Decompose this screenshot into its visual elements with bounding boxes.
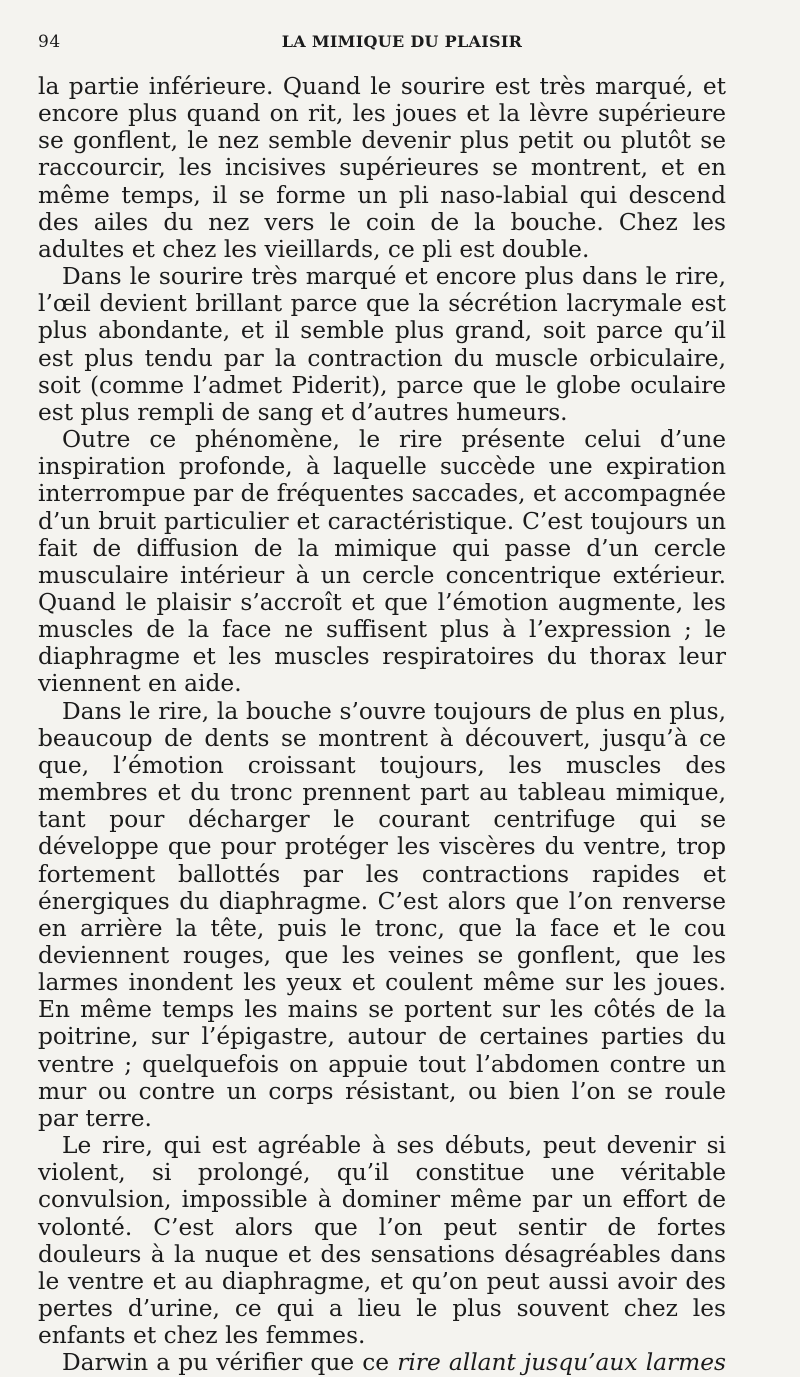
paragraph-4: Dans le rire, la bouche s’ouvre toujours de plus en plus, beaucoup de dents se montrent à découvert, jusqu’à ce que, l’émotion croissant toujours, les muscles des membres et du tronc prennent part au tableau mimique, tant pour décharger le courant centrifuge qui se développe que pour protéger les viscères du ventre, trop fortement ballottés par les contractions rapides et énergiques du diaphragme. C’est alors que l’on renverse en arrière la tête, puis le tronc, que la face et le cou deviennent rouges, que les veines se gonflent, que les larmes inondent les yeux et coulent même sur les joues. En même temps les mains se portent sur les côtés de la poitrine, sur l’épigastre, autour de certaines parties du ventre ; quelquefois on appuie tout l’abdomen contre un mur ou contre un corps résistant, ou bien l’on se roule par terre. [38, 697, 726, 1132]
paragraph-6 [38, 1349, 726, 1376]
body-text [38, 73, 726, 1377]
paragraph-6-text: Darwin a pu vérifier que ce [62, 1349, 390, 1377]
paragraph-2: Dans le sourire très marqué et encore plus dans le rire, l’œil devient brillant parce que la sécrétion lacrymale est plus abondante, et il semble plus grand, soit parce qu’il est plus tendu par la contraction du muscle orbiculaire, soit (comme l’admet Piderit), parce que le globe oculaire est plus rempli de sang et d’autres humeurs. [38, 263, 726, 426]
paragraph-1: la partie inférieure. Quand le sourire est très marqué, et encore plus quand on rit, les joues et la lèvre supérieure se gonflent, le nez semble devenir plus petit ou plutôt se raccourcir, les incisives supérieures se montrent, et en même temps, il se forme un pli naso-labial qui descend des ailes du nez vers le coin de la bouche. Chez les adultes et chez les vieillards, ce pli est double. [38, 73, 726, 263]
paragraph-6-italic: rire allant jusqu’aux larmes [397, 1349, 727, 1377]
book-page [38, 32, 726, 1377]
running-title: LA MIMIQUE DU PLAISIR [281, 32, 523, 51]
paragraph-3: Outre ce phénomène, le rire présente celui d’une inspiration profonde, à laquelle succède une expiration interrompue par de fréquentes saccades, et accompagnée d’un bruit particulier et caractéristique. C’est toujours un fait de diffusion de la mimique qui passe d’un cercle musculaire intérieur à un cercle concentrique extérieur. Quand le plaisir s’accroît et que l’émotion augmente, les muscles de la face ne suffisent plus à l’expression ; le diaphragme et les muscles respiratoires du thorax leur viennent en aide. [38, 426, 726, 698]
page-number: 94 [38, 32, 61, 52]
page-header [38, 32, 726, 60]
paragraph-5: Le rire, qui est agréable à ses débuts, peut devenir si violent, si prolongé, qu’il constitue une véritable convulsion, impossible à dominer même par un effort de volonté. C’est alors que l’on peut sentir de fortes douleurs à la nuque et des sensations désagréables dans le ventre et au diaphragme, et qu’on peut aussi avoir des pertes d’urine, ce qui a lieu le plus souvent chez les enfants et chez les femmes. [38, 1132, 726, 1350]
